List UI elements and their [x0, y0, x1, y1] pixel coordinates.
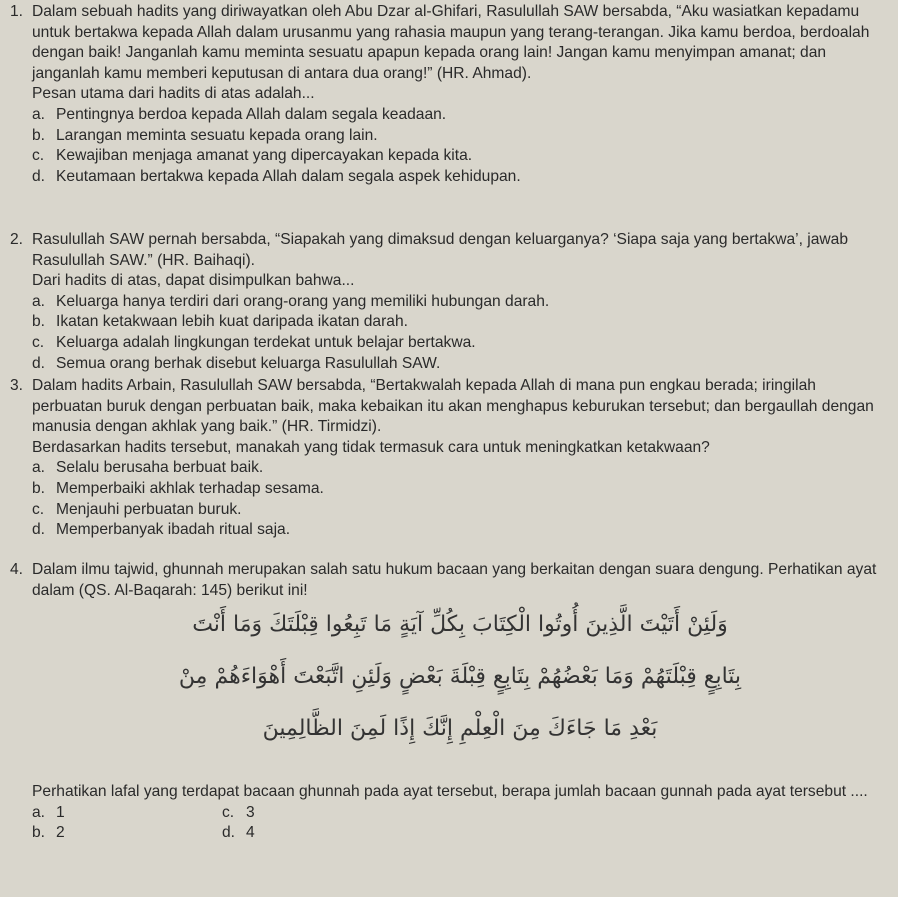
answer-option-b[interactable]: b. Memperbaiki akhlak terhadap sesama. — [32, 479, 324, 497]
question-stem: Dalam ilmu tajwid, ghunnah merupakan salah satu hukum bacaan yang berkaitan dengan suara dengung. Perhatikan ayat dalam (QS. Al-Baqarah: 145) berikut ini! — [32, 561, 877, 599]
question-prompt: Dari hadits di atas, dapat disimpulkan bahwa... — [32, 272, 355, 290]
question-4-prompt-block — [10, 782, 882, 844]
question-number: 2. — [10, 231, 24, 248]
answer-option-b[interactable]: b. Ikatan ketakwaan lebih kuat daripada ikatan darah. — [32, 313, 408, 331]
answer-option-d[interactable]: d. Keutamaan bertakwa kepada Allah dalam segala aspek kehidupan. — [32, 167, 521, 185]
question-stem: Dalam sebuah hadits yang diriwayatkan oleh Abu Dzar al-Ghifari, Rasulullah SAW bersabda, “Aku wasiatkan kepadamu untuk bertakwa kepada Allah dalam urusanmu yang rahasia maupun yang terang-terangan. Jika kamu berdoa, berdoalah dengan baik! Janganlah kamu meminta sesuatu apapun kepada orang lain! Jangan kamu menyimpan amanat; dan janganlah kamu memberi keputusan di antara dua orang!” (HR. Ahmad). — [32, 3, 870, 82]
answer-option-a[interactable]: a. Keluarga hanya terdiri dari orang-orang yang memiliki hubungan darah. — [32, 292, 550, 310]
answer-option-c[interactable]: c. Kewajiban menjaga amanat yang dipercayakan kepada kita. — [32, 147, 473, 165]
quran-verse-line-1: وَلَئِنْ أَتَيْتَ الَّذِينَ أُوتُوا الْكِتَابَ بِكُلِّ آيَةٍ مَا تَبِعُوا قِبْلَتَكَ وَمَا أَنْتَ — [192, 612, 728, 637]
quran-verse-line-3: بَعْدِ مَا جَاءَكَ مِنَ الْعِلْمِ إِنَّكَ إِذًا لَمِنَ الظَّالِمِينَ — [262, 716, 658, 741]
question-3 — [10, 376, 882, 541]
question-1 — [10, 2, 882, 187]
answer-option-a[interactable]: a. 1 — [32, 803, 65, 821]
question-prompt: Perhatikan lafal yang terdapat bacaan ghunnah pada ayat tersebut, berapa jumlah bacaan gunnah pada ayat tersebut .... — [32, 783, 868, 800]
answer-option-d[interactable]: d. 4 — [222, 824, 255, 842]
answer-option-c[interactable]: c. 3 — [222, 803, 255, 821]
answer-option-d[interactable]: d. Memperbanyak ibadah ritual saja. — [32, 521, 291, 539]
question-stem: Dalam hadits Arbain, Rasulullah SAW bersabda, “Bertakwalah kepada Allah di mana pun engkau berada; iringilah perbuatan buruk dengan perbuatan baik, maka kebaikan itu akan menghapus keburukan tersebut; dan bergaullah dengan manusia dengan akhlak yang baik.” (HR. Tirmidzi). — [32, 377, 874, 436]
question-2 — [10, 230, 882, 374]
answer-option-a[interactable]: a. Pentingnya berdoa kepada Allah dalam segala keadaan. — [32, 105, 447, 123]
question-prompt: Pesan utama dari hadits di atas adalah... — [32, 85, 315, 103]
question-stem: Rasulullah SAW pernah bersabda, “Siapakah yang dimaksud dengan keluarganya? ‘Siapa saja yang bertakwa’, jawab Rasulullah SAW.” (HR. Baihaqi). — [32, 231, 849, 269]
answer-option-b[interactable]: b. Larangan meminta sesuatu kepada orang lain. — [32, 126, 378, 144]
question-number: 4. — [10, 561, 24, 578]
question-prompt: Berdasarkan hadits tersebut, manakah yang tidak termasuk cara untuk meningkatkan ketakwaan? — [32, 438, 710, 456]
answer-option-c[interactable]: c. Menjauhi perbuatan buruk. — [32, 500, 242, 518]
question-4 — [10, 560, 882, 601]
answer-option-b[interactable]: b. 2 — [32, 824, 65, 842]
question-number: 1. — [10, 3, 24, 20]
quran-verse-line-2: بِتَابِعٍ قِبْلَتَهُمْ وَمَا بَعْضُهُمْ بِتَابِعٍ قِبْلَةَ بَعْضٍ وَلَئِنِ اتَّبَعْتَ أَهْوَاءَهُمْ مِنْ — [178, 664, 742, 689]
answer-grid — [32, 803, 882, 844]
answer-option-d[interactable]: d. Semua orang berhak disebut keluarga Rasulullah SAW. — [32, 354, 441, 372]
answer-option-a[interactable]: a. Selalu berusaha berbuat baik. — [32, 459, 264, 477]
answer-option-c[interactable]: c. Keluarga adalah lingkungan terdekat untuk belajar bertakwa. — [32, 333, 476, 351]
question-number: 3. — [10, 377, 24, 394]
